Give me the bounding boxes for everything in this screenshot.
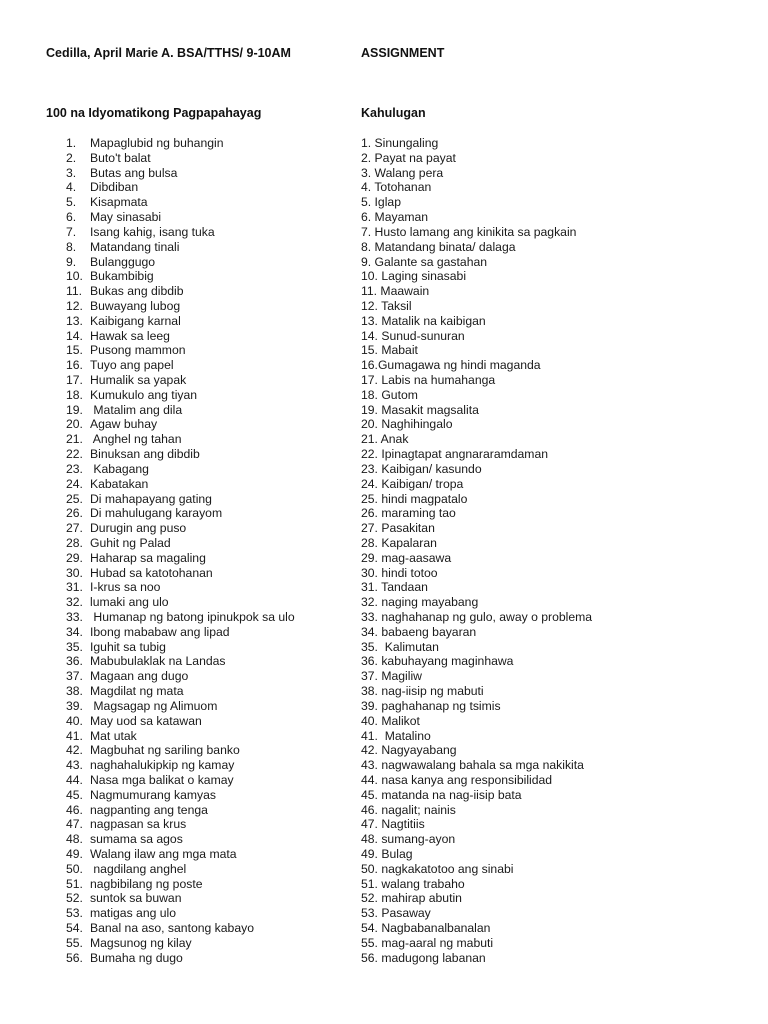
idiom-item	[66, 951, 356, 966]
idiom-item	[66, 714, 356, 729]
idiom-text: Kaibigang karnal	[90, 313, 181, 328]
meaning-item: 10. Laging sinasabi	[361, 269, 467, 284]
idiom-text: Mabubulaklak na Landas	[90, 654, 226, 669]
meaning-item: 46. nagalit; nainis	[361, 802, 456, 817]
meaning-item: 44. nasa kanya ang responsibilidad	[361, 772, 553, 787]
meaning-item: 7. Husto lamang ang kinikita sa pagkain	[361, 224, 577, 239]
idiom-text: Banal na aso, santong kabayo	[90, 921, 254, 936]
idiom-text: Matalim ang dila	[90, 402, 183, 417]
idiom-item	[66, 669, 356, 684]
idiom-item	[66, 492, 356, 507]
idiom-text: sumama sa agos	[90, 832, 183, 847]
idiom-text: Buto't balat	[90, 150, 151, 165]
idiom-text: I-krus sa noo	[90, 580, 161, 595]
idiom-number: 23.	[66, 461, 83, 476]
idiom-text: Magaan ang dugo	[90, 669, 189, 684]
meaning-item: 23. Kaibigan/ kasundo	[361, 461, 482, 476]
idiom-item	[66, 447, 356, 462]
meaning-item: 19. Masakit magsalita	[361, 402, 479, 417]
meaning-item: 8. Matandang binata/ dalaga	[361, 239, 516, 254]
idiom-item	[66, 551, 356, 566]
idiom-text: Bulanggugo	[90, 254, 156, 269]
idiom-item	[66, 654, 356, 669]
idiom-text: Kisapmata	[90, 195, 148, 210]
idiom-item	[66, 136, 356, 151]
idiom-item	[66, 506, 356, 521]
meaning-item: 42. Nagyayabang	[361, 743, 457, 758]
meaning-item: 9. Galante sa gastahan	[361, 254, 488, 269]
idiom-text: Kumukulo ang tiyan	[90, 387, 198, 402]
meaning-item: 16.Gumagawa ng hindi maganda	[361, 358, 541, 373]
meaning-item: 1. Sinungaling	[361, 136, 439, 150]
idiom-item	[66, 699, 356, 714]
idiom-item	[66, 269, 356, 284]
idiom-list	[66, 136, 356, 966]
idiom-item	[66, 432, 356, 447]
meaning-item: 48. sumang-ayon	[361, 832, 456, 847]
idiom-number: 33.	[66, 610, 83, 624]
idiom-number: 36.	[66, 654, 83, 669]
idiom-text: nagbibilang ng poste	[90, 876, 203, 891]
idiom-number: 7.	[66, 224, 77, 239]
meaning-item: 21. Anak	[361, 432, 409, 447]
idiom-number: 5.	[66, 195, 77, 210]
idiom-number: 47.	[66, 817, 83, 832]
meaning-item: 47. Nagtitiis	[361, 817, 425, 832]
idiom-item	[66, 729, 356, 744]
idiom-number: 10.	[66, 269, 83, 284]
meaning-item: 56. madugong labanan	[361, 950, 486, 965]
idiom-number: 42.	[66, 743, 83, 758]
meaning-item: 5. Iglap	[361, 195, 401, 210]
idiom-item	[66, 684, 356, 699]
student-info: Cedilla, April Marie A. BSA/TTHS/ 9-10AM	[46, 46, 291, 60]
meaning-item: 35. Kalimutan	[361, 639, 439, 654]
idiom-number: 14.	[66, 328, 83, 343]
idiom-item	[66, 358, 356, 373]
idiom-text: Di mahapayang gating	[90, 491, 212, 506]
meaning-item: 45. matanda na nag-iisip bata	[361, 787, 522, 802]
idiom-text: Dibdiban	[90, 180, 139, 195]
idiom-number: 28.	[66, 535, 83, 550]
meaning-item: 43. nagwawalang bahala sa mga nakikita	[361, 758, 584, 773]
idiom-item	[66, 862, 356, 877]
idiom-text: Mat utak	[90, 728, 137, 743]
idiom-number: 8.	[66, 239, 77, 254]
idiom-item	[66, 314, 356, 329]
idiom-number: 4.	[66, 180, 77, 195]
idiom-number: 37.	[66, 669, 83, 684]
idiom-item	[66, 403, 356, 418]
idiom-text: Haharap sa magaling	[90, 550, 206, 565]
meaning-item: 55. mag-aaral ng mabuti	[361, 935, 494, 950]
idiom-number: 21.	[66, 432, 83, 447]
meaning-item: 52. mahirap abutin	[361, 891, 462, 906]
idiom-item	[66, 906, 356, 921]
meaning-item: 37. Magiliw	[361, 669, 422, 684]
idiom-item	[66, 877, 356, 892]
idiom-number: 54.	[66, 921, 83, 936]
idiom-number: 31.	[66, 580, 83, 595]
meaning-item: 4. Totohanan	[361, 180, 432, 195]
idiom-item	[66, 625, 356, 640]
meaning-item: 2. Payat na payat	[361, 150, 456, 165]
idiom-text: Kabatakan	[90, 476, 149, 491]
meaning-item: 17. Labis na humahanga	[361, 373, 496, 387]
idiom-item	[66, 936, 356, 951]
idiom-item	[66, 847, 356, 862]
idiom-item	[66, 521, 356, 536]
idiom-item	[66, 566, 356, 581]
idiom-number: 11.	[66, 284, 83, 299]
idiom-number: 44.	[66, 772, 83, 787]
meaning-item: 40. Malikot	[361, 713, 420, 728]
idiom-number: 22.	[66, 447, 83, 462]
idiom-text: Isang kahig, isang tuka	[90, 224, 215, 239]
idiom-text: Agaw buhay	[90, 417, 158, 432]
idiom-number: 13.	[66, 313, 83, 328]
meaning-item: 6. Mayaman	[361, 210, 429, 225]
idiom-item	[66, 773, 356, 788]
meaning-item: 49. Bulag	[361, 847, 413, 861]
idiom-item	[66, 788, 356, 803]
meaning-item: 11. Maawain	[361, 284, 430, 299]
idiom-number: 52.	[66, 891, 83, 906]
idiom-text: Hubad sa katotohanan	[90, 565, 213, 580]
meaning-item: 50. nagkakatotoo ang sinabi	[361, 861, 514, 876]
idiom-text: matigas ang ulo	[90, 906, 177, 921]
meaning-item: 20. Naghihingalo	[361, 417, 453, 432]
idiom-number: 38.	[66, 684, 83, 699]
meaning-item: 53. Pasaway	[361, 906, 431, 921]
idiom-number: 39.	[66, 698, 83, 713]
meaning-item: 31. Tandaan	[361, 580, 428, 595]
idiom-text: Humanap ng batong ipinukpok sa ulo	[90, 610, 295, 624]
idiom-item	[66, 817, 356, 832]
idiom-text: Walang ilaw ang mga mata	[90, 847, 237, 861]
idiom-text: Guhit ng Palad	[90, 535, 171, 550]
idiom-item	[66, 166, 356, 181]
idiom-text: Nasa mga balikat o kamay	[90, 772, 234, 787]
idiom-text: nagdilang anghel	[90, 861, 187, 876]
idiom-text: Anghel ng tahan	[90, 432, 182, 447]
idiom-item	[66, 240, 356, 255]
idiom-text: lumaki ang ulo	[90, 595, 169, 610]
idiom-item	[66, 832, 356, 847]
idiom-number: 43.	[66, 758, 83, 773]
idiom-item	[66, 462, 356, 477]
idiom-item	[66, 921, 356, 936]
idiom-number: 3.	[66, 165, 77, 180]
idiom-number: 30.	[66, 565, 83, 580]
idiom-number: 29.	[66, 550, 83, 565]
idiom-text: nagpasan sa krus	[90, 817, 187, 832]
meaning-item: 34. babaeng bayaran	[361, 624, 477, 639]
idiom-text: naghahalukipkip ng kamay	[90, 758, 235, 773]
idiom-text: Durugin ang puso	[90, 521, 187, 536]
idiom-text: nagpanting ang tenga	[90, 802, 208, 817]
meaning-item: 30. hindi totoo	[361, 565, 438, 580]
idiom-number: 55.	[66, 935, 83, 950]
meaning-item: 36. kabuhayang maginhawa	[361, 654, 514, 669]
idiom-item	[66, 195, 356, 210]
idiom-number: 18.	[66, 387, 83, 402]
idiom-text: Ibong mababaw ang lipad	[90, 624, 230, 639]
idiom-number: 51.	[66, 876, 83, 891]
meaning-item: 32. naging mayabang	[361, 595, 479, 610]
idiom-number: 20.	[66, 417, 83, 432]
idiom-text: May uod sa katawan	[90, 713, 202, 728]
meaning-item: 18. Gutom	[361, 387, 418, 402]
idiom-item	[66, 388, 356, 403]
idiom-text: Mapaglubid ng buhangin	[90, 136, 224, 150]
idiom-text: Matandang tinali	[90, 239, 180, 254]
idiom-item	[66, 151, 356, 166]
meaning-item: 27. Pasakitan	[361, 521, 435, 536]
meaning-item: 54. Nagbabanalbanalan	[361, 921, 491, 936]
idiom-number: 17.	[66, 373, 83, 387]
idiom-text: Kabagang	[90, 461, 149, 476]
meaning-item: 13. Matalik na kaibigan	[361, 313, 486, 328]
idiom-item	[66, 595, 356, 610]
idiom-number: 35.	[66, 639, 83, 654]
idiom-number: 1.	[66, 136, 77, 150]
idiom-item	[66, 225, 356, 240]
idiom-text: May sinasabi	[90, 210, 162, 225]
idiom-item	[66, 891, 356, 906]
meaning-item: 39. paghahanap ng tsimis	[361, 698, 501, 713]
idiom-number: 6.	[66, 210, 77, 225]
idiom-text: Pusong mammon	[90, 343, 186, 358]
idiom-number: 2.	[66, 150, 77, 165]
idiom-item	[66, 580, 356, 595]
idiom-number: 25.	[66, 491, 83, 506]
idiom-text: Nagmumurang kamyas	[90, 787, 216, 802]
idiom-number: 49.	[66, 847, 83, 861]
idiom-text: Magbuhat ng sariling banko	[90, 743, 240, 758]
idiom-text: Buwayang lubog	[90, 298, 181, 313]
idiom-item	[66, 758, 356, 773]
meaning-item: 15. Mabait	[361, 343, 418, 358]
idiom-item	[66, 640, 356, 655]
idiom-number: 24.	[66, 476, 83, 491]
meaning-item: 41. Matalino	[361, 728, 431, 743]
idiom-text: Binuksan ang dibdib	[90, 447, 200, 462]
idiom-number: 15.	[66, 343, 83, 358]
idiom-item	[66, 477, 356, 492]
idiom-number: 41.	[66, 728, 83, 743]
idiom-item	[66, 299, 356, 314]
idiom-text: Magsagap ng Alimuom	[90, 698, 218, 713]
idiom-item	[66, 255, 356, 270]
idiom-text: suntok sa buwan	[90, 891, 182, 906]
idioms-heading: 100 na Idyomatikong Pagpapahayag	[46, 106, 262, 120]
idiom-text: Di mahulugang karayom	[90, 506, 223, 521]
idiom-number: 45.	[66, 787, 83, 802]
idiom-number: 50.	[66, 861, 83, 876]
idiom-item	[66, 743, 356, 758]
idiom-number: 27.	[66, 521, 83, 536]
idiom-item	[66, 417, 356, 432]
meaning-item: 38. nag-iisip ng mabuti	[361, 684, 484, 699]
idiom-item	[66, 284, 356, 299]
meanings-heading: Kahulugan	[361, 106, 426, 120]
meaning-item: 28. Kapalaran	[361, 535, 437, 550]
idiom-item	[66, 210, 356, 225]
meaning-item: 25. hindi magpatalo	[361, 491, 468, 506]
idiom-text: Hawak sa leeg	[90, 328, 170, 343]
idiom-text: Bukas ang dibdib	[90, 284, 184, 299]
idiom-number: 48.	[66, 832, 83, 847]
meaning-item: 14. Sunud-sunuran	[361, 328, 465, 343]
idiom-item	[66, 803, 356, 818]
idiom-text: Humalik sa yapak	[90, 373, 187, 387]
idiom-number: 16.	[66, 358, 83, 373]
meaning-item: 29. mag-aasawa	[361, 550, 452, 565]
idiom-item	[66, 536, 356, 551]
meaning-item: 24. Kaibigan/ tropa	[361, 476, 464, 491]
idiom-item	[66, 373, 356, 388]
meaning-item: 22. Ipinagtapat angnararamdaman	[361, 447, 549, 462]
idiom-text: Bukambibig	[90, 269, 154, 284]
meaning-list	[361, 136, 751, 966]
idiom-number: 32.	[66, 595, 83, 610]
idiom-text: Bumaha ng dugo	[90, 950, 183, 965]
idiom-number: 56.	[66, 950, 83, 965]
idiom-text: Tuyo ang papel	[90, 358, 174, 373]
meaning-item: 26. maraming tao	[361, 506, 456, 521]
meaning-item: 12. Taksil	[361, 298, 412, 313]
idiom-number: 26.	[66, 506, 83, 521]
idiom-number: 9.	[66, 254, 77, 269]
idiom-number: 46.	[66, 802, 83, 817]
idiom-item	[66, 329, 356, 344]
idiom-text: Magdilat ng mata	[90, 684, 184, 699]
assignment-label: ASSIGNMENT	[361, 46, 445, 60]
idiom-number: 12.	[66, 298, 83, 313]
idiom-item	[66, 180, 356, 195]
meaning-item: 33. naghahanap ng gulo, away o problema	[361, 610, 593, 624]
idiom-number: 53.	[66, 906, 83, 921]
idiom-item	[66, 610, 356, 625]
idiom-number: 40.	[66, 713, 83, 728]
meaning-item: 3. Walang pera	[361, 165, 444, 180]
idiom-text: Magsunog ng kilay	[90, 935, 192, 950]
idiom-text: Butas ang bulsa	[90, 165, 178, 180]
idiom-item	[66, 343, 356, 358]
meaning-item: 51. walang trabaho	[361, 876, 465, 891]
idiom-number: 19.	[66, 402, 83, 417]
idiom-number: 34.	[66, 624, 83, 639]
idiom-text: Iguhit sa tubig	[90, 639, 166, 654]
